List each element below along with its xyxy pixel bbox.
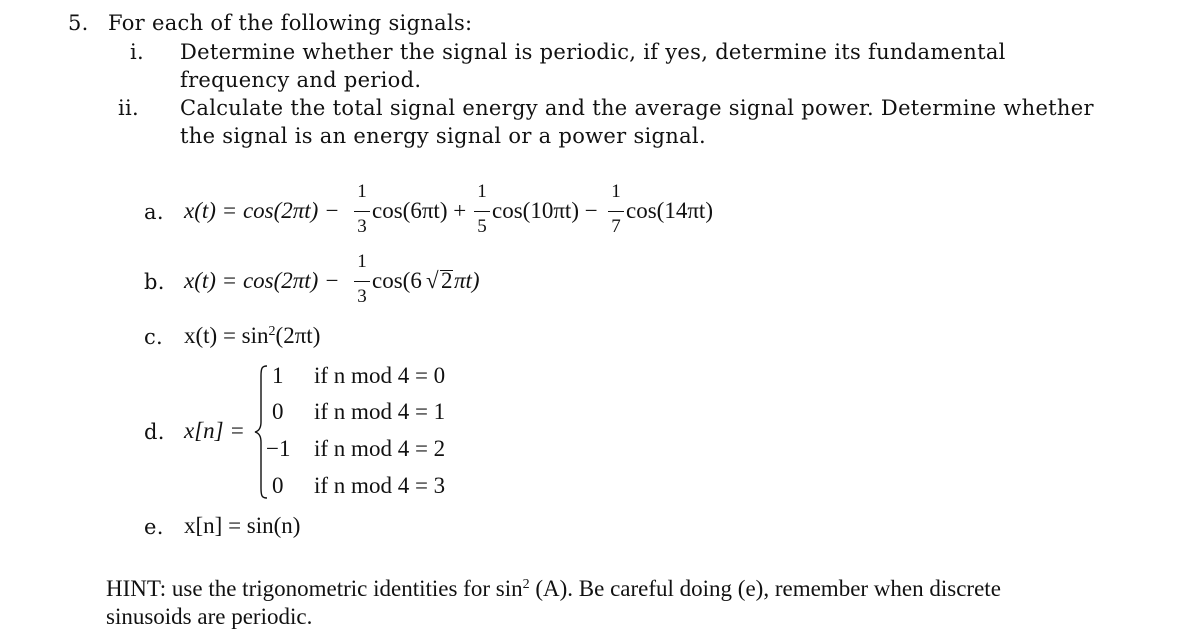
part-a-lhs: x(t) = cos(2πt) − [184, 198, 340, 223]
part-b-sqrt-arg: 2 [441, 268, 453, 293]
part-e-expr: x[n] = sin(n) [184, 513, 301, 538]
task-ii-label: ii. [118, 96, 140, 120]
part-a-frac3-den: 7 [611, 216, 621, 237]
part-b-term1-pre: cos(6 [372, 268, 422, 293]
part-d-lhs: x[n] = [184, 418, 245, 443]
hint-line1 [106, 575, 1001, 603]
hint-line1-pre: HINT: use the trigonometric identities for sin [106, 576, 523, 601]
part-a-frac2-den: 5 [477, 216, 487, 237]
part-a-frac3-num: 1 [611, 181, 621, 202]
part-a-label: a. [144, 200, 164, 224]
part-c-rhs: (2πt) [275, 323, 321, 348]
case-3-value: −1 [266, 436, 291, 461]
case-1-value: 1 [272, 363, 284, 388]
part-a-term2: cos(10πt) − [492, 198, 598, 223]
part-b-term1-post: πt) [454, 268, 480, 293]
part-c-lhs: x(t) = sin [184, 323, 269, 348]
case-2-value: 0 [272, 399, 284, 424]
part-c-expr [184, 322, 320, 350]
hint-exponent: 2 [522, 577, 530, 592]
task-i-line2: frequency and period. [180, 68, 422, 92]
part-b-frac1-bar [354, 281, 370, 282]
part-b-sqrt-symbol: √ [426, 268, 439, 293]
part-e-label: e. [144, 515, 164, 539]
part-a-term3: cos(14πt) [626, 198, 713, 223]
part-b-label: b. [144, 270, 165, 294]
case-2-condition: if n mod 4 = 1 [314, 399, 446, 424]
part-d-label: d. [144, 420, 165, 444]
case-3-condition: if n mod 4 = 2 [314, 436, 446, 461]
part-a-frac1-bar [354, 211, 370, 212]
part-a-frac2-num: 1 [477, 181, 487, 202]
case-4-condition: if n mod 4 = 3 [314, 473, 446, 498]
part-c-exponent: 2 [268, 324, 276, 339]
case-4-value: 0 [272, 473, 284, 498]
problem-number: 5. [68, 11, 89, 35]
part-a-frac3-bar [608, 211, 624, 212]
part-a-term1: cos(6πt) + [372, 198, 467, 223]
task-i-label: i. [130, 40, 144, 64]
task-i-line1: Determine whether the signal is periodic, if yes, determine its fundamental [180, 40, 1006, 64]
case-1-condition: if n mod 4 = 0 [314, 363, 446, 388]
part-a-frac1-den: 3 [357, 216, 367, 237]
part-b-frac1-num: 1 [357, 251, 367, 272]
left-brace-icon [253, 364, 269, 500]
part-b-lhs: x(t) = cos(2πt) − [184, 268, 340, 293]
part-a-frac1-num: 1 [357, 181, 367, 202]
hint-line1-post: (A). Be careful doing (e), remember when discrete [529, 576, 1001, 601]
part-a-frac2-bar [474, 211, 490, 212]
part-c-label: c. [144, 325, 164, 349]
hint-line2: sinusoids are periodic. [106, 604, 313, 629]
task-ii-line1: Calculate the total signal energy and the average signal power. Determine whether [180, 96, 1094, 120]
problem-intro: For each of the following signals: [108, 11, 473, 35]
task-ii-line2: the signal is an energy signal or a power signal. [180, 124, 706, 148]
part-b-frac1-den: 3 [357, 286, 367, 307]
